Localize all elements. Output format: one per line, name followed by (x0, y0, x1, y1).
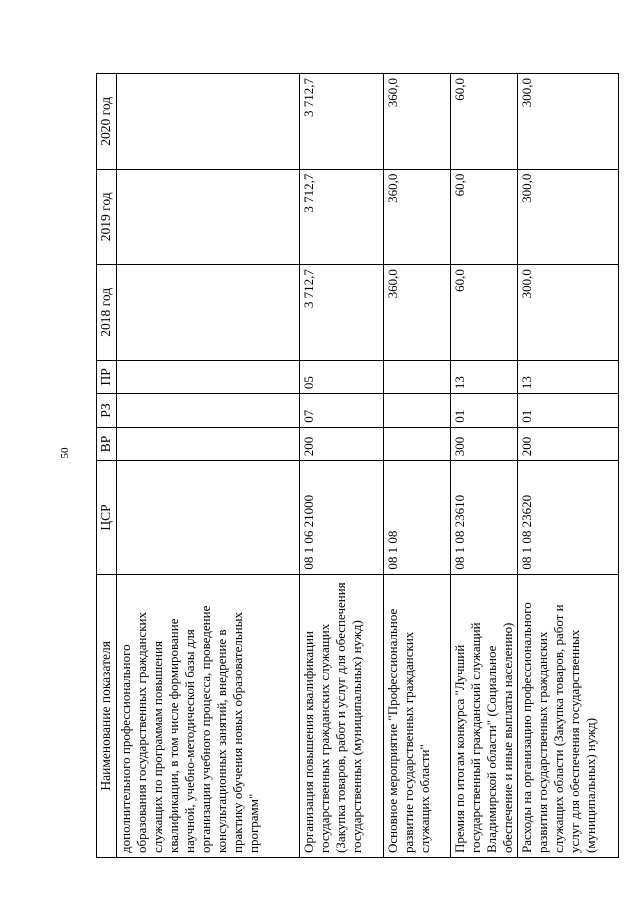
table-row (117, 74, 300, 858)
cell-rz: 01 (451, 394, 518, 428)
cell-2019: 3 712,7 (300, 169, 384, 265)
cell-csr: 08 1 08 23620 (518, 461, 619, 574)
cell-csr (117, 461, 300, 574)
header-pr: ПР (97, 360, 117, 394)
table-row (518, 74, 619, 858)
cell-vr (384, 427, 451, 461)
cell-csr: 08 1 08 (384, 461, 451, 574)
cell-vr: 200 (518, 427, 619, 461)
cell-2018: 3 712,7 (300, 265, 384, 361)
header-name: Наименование показателя (97, 574, 117, 857)
header-2018: 2018 год (97, 265, 117, 361)
table-row (384, 74, 451, 858)
cell-2020: 60,0 (451, 74, 518, 170)
cell-2018: 300,0 (518, 265, 619, 361)
cell-2020: 3 712,7 (300, 74, 384, 170)
cell-rz (384, 394, 451, 428)
header-2020: 2020 год (97, 74, 117, 170)
cell-csr: 08 1 08 23610 (451, 461, 518, 574)
page-number: 50 (59, 447, 71, 459)
cell-rz: 01 (518, 394, 619, 428)
cell-name: Премия по итогам конкурса "Лучший государственный гражданский служащий Владимирской области" (Социальное обеспечение и иные выплаты населению) (451, 574, 518, 857)
cell-pr (117, 360, 300, 394)
table-row (300, 74, 384, 858)
cell-2020 (117, 74, 300, 170)
cell-vr (117, 427, 300, 461)
cell-2018: 60,0 (451, 265, 518, 361)
cell-name: дополнительного профессионального образования государственных гражданских служащих по программам повышения квалификации, в том числе формирование научной, учебно-методической базы для организации учебного процесса, проведение консультационных занятий, внедрение в практику обучения новых образовательных программ" (117, 574, 300, 857)
cell-vr: 300 (451, 427, 518, 461)
cell-pr (384, 360, 451, 394)
cell-name: Расходы на организацию профессионального развития государственных гражданских служащих области (Закупка товаров, работ и услуг для обеспечения государственных (муниципальных) нужд) (518, 574, 619, 857)
cell-pr: 13 (518, 360, 619, 394)
cell-vr: 200 (300, 427, 384, 461)
cell-pr: 13 (451, 360, 518, 394)
cell-2018: 360,0 (384, 265, 451, 361)
cell-name: Организация повышения квалификации государственных гражданских служащих (Закупка товаров, работ и услуг для обеспечения государственных (муниципальных) нужд) (300, 574, 384, 857)
cell-2019 (117, 169, 300, 265)
cell-2020: 300,0 (518, 74, 619, 170)
cell-2020: 360,0 (384, 74, 451, 170)
header-vr: ВР (97, 427, 117, 461)
cell-2019: 300,0 (518, 169, 619, 265)
cell-pr: 05 (300, 360, 384, 394)
cell-2019: 60,0 (451, 169, 518, 265)
cell-2018 (117, 265, 300, 361)
table-header-row (97, 74, 117, 858)
budget-table (96, 73, 619, 858)
cell-name: Основное мероприятие "Профессиональное развитие государственных гражданских служащих области" (384, 574, 451, 857)
header-csr: ЦСР (97, 461, 117, 574)
cell-csr: 08 1 06 21000 (300, 461, 384, 574)
header-rz: РЗ (97, 394, 117, 428)
header-2019: 2019 год (97, 169, 117, 265)
cell-rz (117, 394, 300, 428)
cell-2019: 360,0 (384, 169, 451, 265)
table-row (451, 74, 518, 858)
rotated-table-container (96, 73, 616, 858)
cell-rz: 07 (300, 394, 384, 428)
